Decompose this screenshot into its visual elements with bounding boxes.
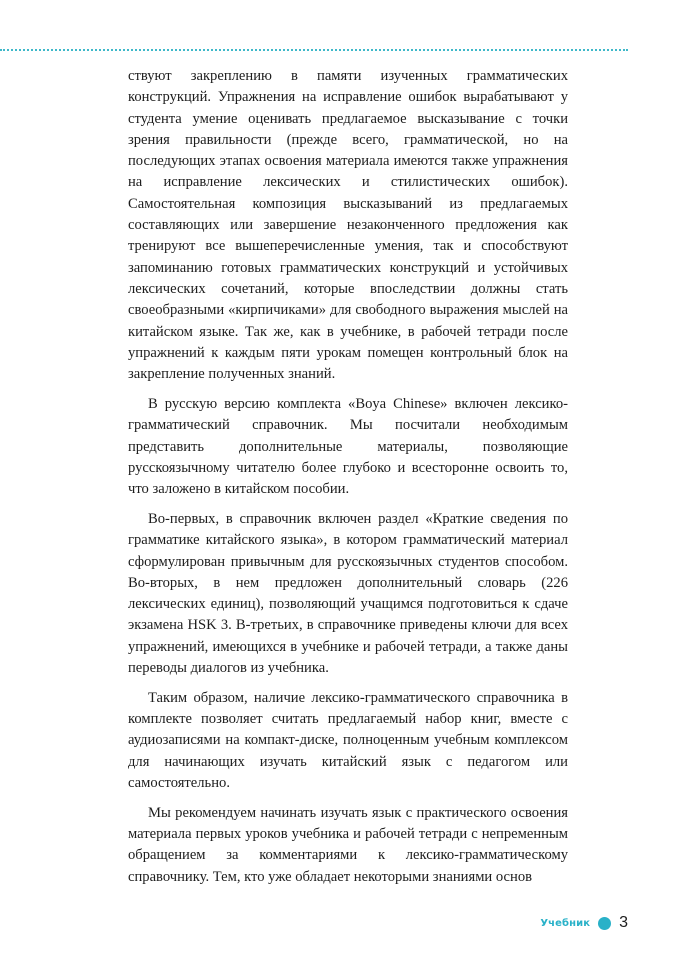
- body-text: [128, 66, 568, 896]
- paragraph-contents: Во-первых, в справочник включен раздел «Краткие сведения по грамматике китайского языка», в котором грамматический материал сформулирован привычным для русскоязычных студентов способом. Во-вторых, в нем предложен дополнительный словарь (226 лексических единиц), позволяющий учащимся подготовиться к сдаче экзамена HSK 3. В-третьих, в справочнике приведены ключи для всех упражнений, имеющихся в учебнике и рабочей тетради, а также даны переводы диалогов из учебника.: [128, 510, 568, 677]
- page-footer: [540, 913, 628, 933]
- paragraph-recommendation: Мы рекомендуем начинать изучать язык с практического освоения материала первых уроков учебника и рабочей тетради с непременным обращением за комментариями к лексико-грамматическому справочнику. Тем, кто уже обладает некоторыми знаниями основ: [128, 804, 568, 885]
- paragraph-reference-book: В русскую версию комплекта «Boya Chinese» включен лексико-грамматический справочник. Мы посчитали необходимым представить дополнительные материалы, позволяющие русскоязычному читателю более глубоко и всесторонне освоить то, что заложено в китайском пособии.: [128, 395, 568, 498]
- page-number: 3: [619, 914, 628, 931]
- top-dotted-rule: [0, 49, 628, 51]
- paragraph-continuation: ствуют закреплению в памяти изученных грамматических конструкций. Упражнения на исправление ошибок вырабатывают у студента умение оценивать предлагаемое высказывание с точки зрения правильности (прежде всего, грамматической, но на последующих этапах освоения материала имеются также упражнения на исправление лексических и стилистических ошибок). Самостоятельная композиция высказываний из предлагаемых составляющих или завершение незаконченного предложения как тренируют все вышеперечисленные умения, так и способствуют запоминанию готовых грамматических конструкций и устойчивых лексических сочетаний, которые впоследствии должны стать своеобразными «кирпичиками» для свободного выражения мыслей на китайском языке. Так же, как в учебнике, в рабочей тетради после упражнений к каждым пяти урокам помещен контрольный блок на закрепление полученных знаний.: [128, 68, 568, 383]
- circle-icon: [598, 917, 611, 930]
- section-label: Учебник: [540, 917, 591, 929]
- paragraph-conclusion: Таким образом, наличие лексико-грамматического справочника в комплекте позволяет считать предлагаемый набор книг, вместе с аудиозаписями на компакт-диске, полноценным учебным комплексом для начинающих изучать китайский язык с педагогом или самостоятельно.: [128, 689, 568, 791]
